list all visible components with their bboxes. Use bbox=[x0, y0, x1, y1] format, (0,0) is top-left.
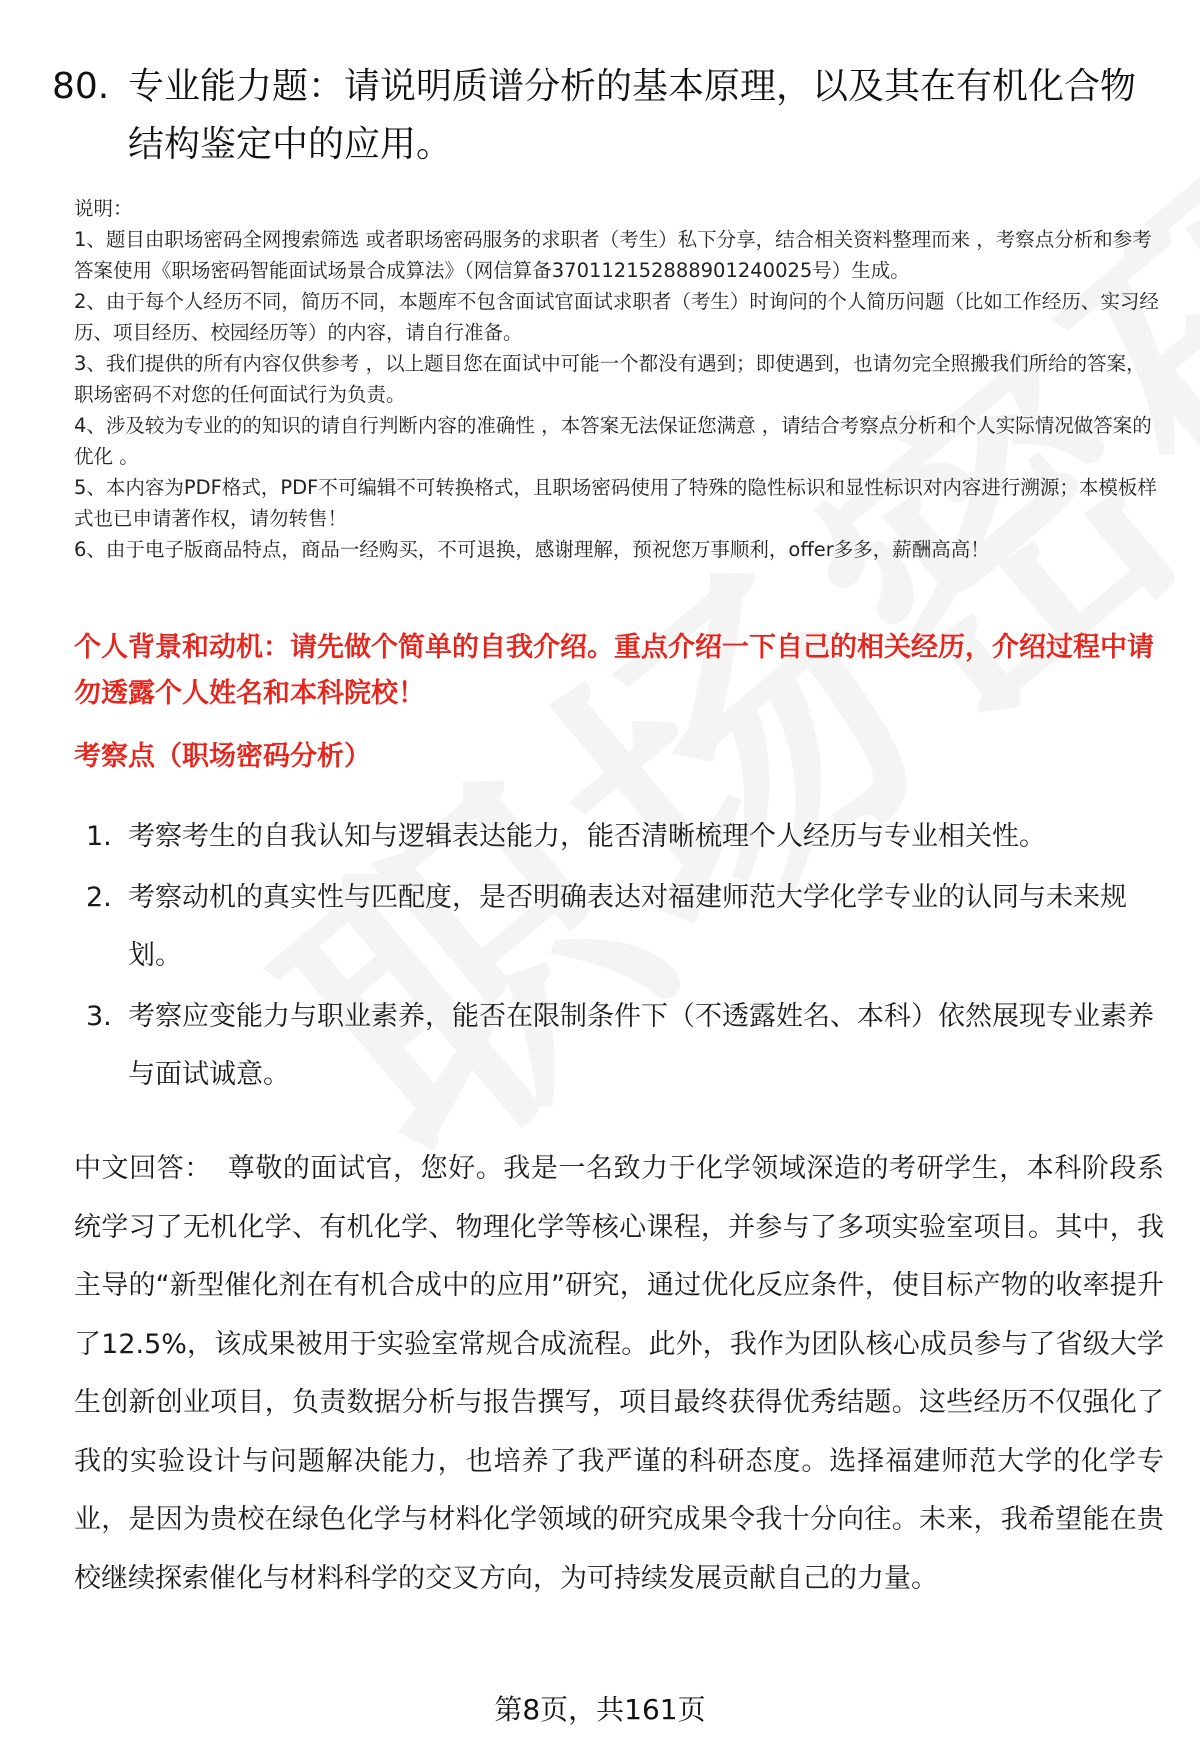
answer-text: 尊敬的面试官，您好。我是一名致力于化学领域深造的考研学生，本科阶段系统学习了无机化学、有机化学、物理化学等核心课程，并参与了多项实验室项目。其中，我主导的“新型催化剂在有机合成中的应用”研究，通过优化反应条件，使目标产物的收率提升了12.5%，该成果被用于实验室常规合成流程。此外，我作为团队核心成员参与了省级大学生创新创业项目，负责数据分析与报告撰写，项目最终获得优秀结题。这些经历不仅强化了我的实验设计与问题解决能力，也培养了我严谨的科研态度。选择福建师范大学的化学专业，是因为贵校在绿色化学与材料化学领域的研究成果令我十分向往。未来，我希望能在贵校继续探索催化与材料科学的交叉方向，为可持续发展贡献自己的力量。 bbox=[74, 1153, 1165, 1594]
section-subtitle: 考察点（职场密码分析） bbox=[74, 741, 371, 772]
note-item-2: 2、由于每个人经历不同，简历不同，本题库不包含面试官面试求职者（考生）时询问的个人简历问题（比如工作经历、实习经历、项目经历、校园经历等）的内容，请自行准备。 bbox=[74, 290, 1159, 344]
section-title: 个人背景和动机：请先做个简单的自我介绍。重点介绍一下自己的相关经历，介绍过程中请勿透露个人姓名和本科院校！ bbox=[74, 632, 1154, 709]
point-index: 1. bbox=[86, 821, 112, 852]
question-number: 80. bbox=[52, 66, 110, 107]
page-footer: 第8页，共161页 bbox=[494, 1693, 706, 1726]
point-item-2 bbox=[74, 869, 1164, 985]
answer-label: 中文回答： bbox=[74, 1153, 212, 1184]
question-title bbox=[52, 58, 1162, 174]
note-item-1: 1、题目由职场密码全网搜索筛选 或者职场密码服务的求职者（考生）私下分享，结合相关资料整理而来 ，考察点分析和参考答案使用《职场密码智能面试场景合成算法》（网信算备370112152888901240025号）生成。 bbox=[74, 228, 1152, 282]
note-item-6: 6、由于电子版商品特点，商品一经购买，不可退换，感谢理解，预祝您万事顺利，offer多多，薪酬高高！ bbox=[74, 538, 990, 561]
answer-block bbox=[74, 1140, 1164, 1608]
question-text: 专业能力题：请说明质谱分析的基本原理，以及其在有机化合物结构鉴定中的应用。 bbox=[128, 66, 1137, 165]
point-index: 3. bbox=[86, 1001, 112, 1032]
note-item-3: 3、我们提供的所有内容仅供参考 ，以上题目您在面试中可能一个都没有遇到；即使遇到，也请勿完全照搬我们所给的答案，职场密码不对您的任何面试行为负责。 bbox=[74, 352, 1146, 406]
assessment-points bbox=[74, 808, 1164, 1107]
note-item-4: 4、涉及较为专业的的知识的请自行判断内容的准确性 ，本答案无法保证您满意 ，请结合考察点分析和个人实际情况做答案的优化 。 bbox=[74, 414, 1152, 468]
note-item-5: 5、本内容为PDF格式，PDF不可编辑不可转换格式，且职场密码使用了特殊的隐性标识和显性标识对内容进行溯源；本模板样式也已申请著作权，请勿转售！ bbox=[74, 476, 1157, 530]
point-text: 考察考生的自我认知与逻辑表达能力，能否清晰梳理个人经历与专业相关性。 bbox=[128, 821, 1046, 852]
point-index: 2. bbox=[86, 882, 112, 913]
point-text: 考察动机的真实性与匹配度，是否明确表达对福建师范大学化学专业的认同与未来规划。 bbox=[128, 882, 1127, 971]
point-item-3 bbox=[74, 988, 1164, 1104]
notes-block bbox=[74, 193, 1160, 565]
point-text: 考察应变能力与职业素养，能否在限制条件下（不透露姓名、本科）依然展现专业素养与面试诚意。 bbox=[128, 1001, 1154, 1090]
notes-heading: 说明： bbox=[74, 197, 133, 220]
point-item-1 bbox=[74, 808, 1164, 866]
